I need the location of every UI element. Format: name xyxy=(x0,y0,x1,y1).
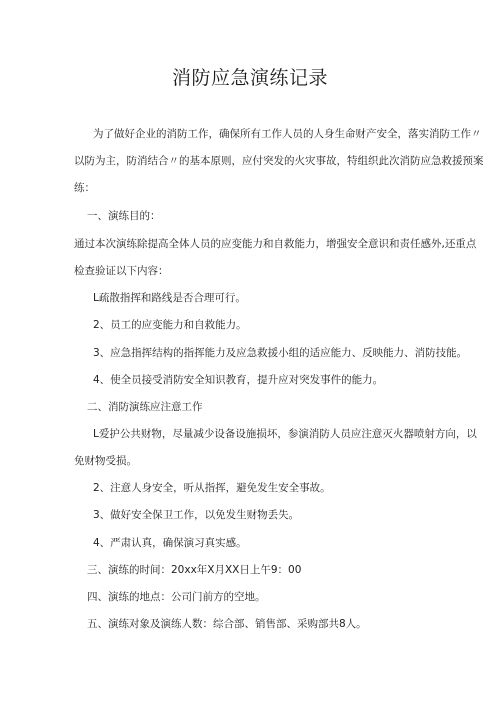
section-heading-notes: 二、消防演练应注意工作 xyxy=(87,401,203,413)
section-heading-purpose: 一、演练目的： xyxy=(87,210,161,222)
notes-item-2: 2、注意人身安全，听从指挥，避免发生安全事故。 xyxy=(93,482,331,494)
notes-item-3: 3、做好安全保卫工作，以免发生财物丢失。 xyxy=(93,509,300,521)
notes-item-1-line-1: L爱护公共财物，尽量减少设备设施损坏，参演消防人员应注意灭火器喷射方向，以 xyxy=(93,428,477,440)
purpose-paragraph-line-2: 检查验证以下内容： xyxy=(74,265,169,277)
purpose-paragraph-line-1: 通过本次演练除提高全体人员的应变能力和自救能力，增强安全意识和责任感外,还重点 xyxy=(74,238,477,250)
intro-line-2: 以防为主，防消结合〃的基本原则，应付突发的火灾事故，特组织此次消防应急救援预案 xyxy=(74,155,484,167)
purpose-item-2: 2、员工的应变能力和自救能力。 xyxy=(93,319,247,331)
section-heading-time: 三、演练的时间：20xx年X月XX日上午9：00 xyxy=(87,564,302,576)
section-heading-participants: 五、演练对象及演练人数：综合部、销售部、采购部共8人。 xyxy=(87,618,367,630)
purpose-item-4: 4、使全员接受消防安全知识教育，提升应对突发事件的能力。 xyxy=(93,374,384,386)
intro-line-3: 练： xyxy=(74,182,95,194)
notes-item-4: 4、严肃认真，确保演习真实感。 xyxy=(93,537,247,549)
purpose-item-1: L疏散指挥和路线是否合理可行。 xyxy=(93,292,246,304)
intro-line-1: 为了做好企业的消防工作，确保所有工作人员的人身生命财产安全，落实消防工作〃 xyxy=(93,128,482,140)
purpose-item-3: 3、应急指挥结构的指挥能力及应急救援小组的适应能力、反映能力、消防技能。 xyxy=(93,347,468,359)
document-title: 消防应急演练记录 xyxy=(171,67,328,89)
section-heading-location: 四、演练的地点：公司门前方的空地。 xyxy=(87,591,266,603)
notes-item-1-line-2: 免财物受损。 xyxy=(74,455,137,467)
